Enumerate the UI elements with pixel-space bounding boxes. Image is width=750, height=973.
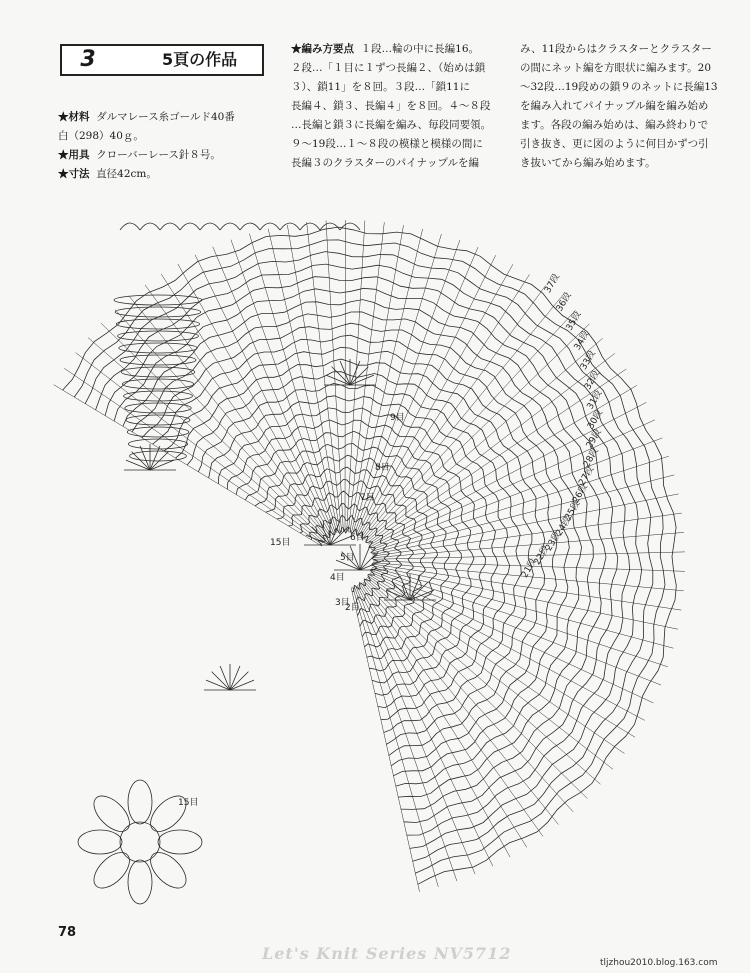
pineapple-fan (330, 527, 348, 545)
yarn-line1: ダルマレース糸ゴールド40番 (96, 111, 235, 123)
chart-stitch-line (195, 255, 333, 535)
instruction-line: み、11段からはクラスターとクラスター (520, 43, 712, 55)
round-label: 28段 (581, 446, 601, 470)
pineapple-row (118, 331, 199, 341)
instructions-heading: ★編み方要点 (291, 43, 354, 55)
round-label: 2目 (345, 603, 360, 613)
edge-scallop (180, 223, 200, 230)
chart-stitch-line (130, 297, 328, 538)
chart-stitch-line (249, 234, 337, 533)
round-label: 27段 (577, 464, 597, 488)
size-label: ★寸法 (58, 168, 90, 180)
chart-stitch-line (355, 240, 460, 534)
flower-petal (128, 780, 152, 824)
round-label: 7目 (360, 493, 375, 503)
flower-center (120, 822, 160, 862)
round-label: 32段 (583, 368, 603, 392)
chart-stitch-line (357, 585, 493, 866)
round-label: 9目 (390, 413, 405, 423)
round-label: 25段 (563, 499, 583, 522)
pineapple-row (125, 403, 191, 413)
instruction-line: 長編４、鎖３、長編４」を８回。４〜８段 (291, 100, 491, 112)
round-label: 30段 (586, 408, 606, 431)
round-label: 26段 (571, 482, 591, 506)
instruction-line: １段…輪の中に長編16。 (360, 43, 480, 55)
chart-stitches (54, 220, 685, 904)
round-label: 36段 (554, 290, 574, 314)
chart-round (74, 240, 665, 873)
yarn-label: ★材料 (58, 111, 90, 123)
edge-scallop (300, 223, 320, 230)
chart-stitch-line (371, 438, 662, 550)
chart-round (96, 264, 642, 848)
pineapple-fan (392, 582, 410, 600)
instruction-line: き抜いてから編み始めます。 (520, 157, 656, 169)
round-label: 15目 (178, 798, 199, 808)
chart-stitch-line (145, 285, 328, 537)
chart-stitch-line (268, 229, 339, 533)
chart-stitch-line (178, 264, 331, 536)
edge-scallop (140, 223, 160, 230)
pineapple-row (122, 379, 193, 389)
edge-scallop (160, 223, 180, 230)
instruction-line: ９〜19段…１〜８段の模様と模様の間に (291, 138, 483, 150)
yarn-line2: 白（298）40ｇ。 (58, 130, 144, 142)
flower-petal (128, 860, 152, 904)
round-label: 35段 (564, 309, 584, 333)
instruction-line: を編み入れてパイナップル編を編み始め (520, 100, 709, 112)
pineapple-row (114, 295, 202, 305)
instruction-line: …長編と鎖３に長編を編み、毎段同要領。 (291, 119, 492, 131)
chart-stitch-line (371, 570, 661, 685)
chart-stitch-line (370, 402, 647, 547)
round-label: 21段 (520, 556, 539, 580)
edge-scallop (200, 223, 220, 230)
instruction-line: ます。各段の編み始めは、編み終わりで (520, 119, 709, 131)
instruction-line: の間にネット編を方眼状に編みます。20 (520, 62, 712, 74)
pattern-title: 5頁の作品 (162, 50, 238, 69)
chart-stitch-line (360, 584, 527, 848)
hook-label: ★用具 (58, 149, 90, 161)
chart-stitch-line (372, 475, 674, 553)
page-number: 78 (58, 925, 77, 940)
edge-scallop (320, 223, 340, 230)
round-label: 5目 (340, 553, 355, 563)
round-label: 23段 (544, 530, 563, 553)
source-watermark: tljzhou2010.blog.163.com (600, 958, 718, 968)
round-label: 3目 (335, 598, 350, 608)
chart-stitch-line (372, 567, 673, 648)
flower-petal (78, 830, 122, 854)
chart-stitch-line (367, 353, 615, 543)
round-label: 22段 (532, 544, 552, 567)
pineapple-row (127, 427, 189, 437)
round-label: 34段 (572, 329, 592, 353)
chart-stitch-line (231, 240, 336, 534)
chart-stitch-line (370, 573, 645, 720)
pineapple-row (119, 343, 197, 353)
pineapple-fan (332, 367, 350, 385)
flower-petal (158, 830, 202, 854)
chart-stitch-line (373, 513, 682, 556)
round-label: 4目 (330, 573, 345, 583)
chart-stitch-line (88, 338, 324, 542)
edge-scallop (220, 223, 240, 230)
chart-round-labels (178, 272, 605, 808)
instruction-line: ２段…「１目に１ずつ長編２、（始めは鎖 (291, 62, 486, 74)
edge-scallop (260, 223, 280, 230)
series-mark: Let's Knit Series NV5712 (262, 944, 512, 963)
chart-stitch-line (54, 385, 321, 546)
size-value: 直径42cm。 (96, 168, 157, 180)
round-label: 31段 (585, 388, 605, 412)
edge-scallop (280, 223, 300, 230)
chart-stitch-line (353, 587, 439, 887)
pineapple-fan (230, 672, 248, 690)
pineapple-row (116, 319, 199, 329)
chart-stitch-line (357, 255, 495, 535)
pineapple-fan (212, 672, 230, 690)
round-label: 37段 (543, 272, 562, 295)
round-label: 8目 (375, 463, 390, 473)
pineapple-row (121, 367, 195, 377)
round-label: 15目 (270, 538, 291, 548)
chart-round (63, 227, 677, 884)
hook-value: クローバーレース針８号。 (96, 149, 221, 161)
chart-round (105, 277, 630, 835)
chart-stitch-line (76, 353, 323, 543)
round-label: 29段 (584, 427, 604, 451)
round-label: 33段 (578, 349, 598, 372)
round-label: 6目 (350, 533, 365, 543)
pattern-number: 3 (80, 47, 96, 72)
round-label: 24段 (554, 515, 574, 538)
instruction-line: ３）、鎖11」を８回。３段…「鎖11に (291, 81, 470, 93)
instruction-line: 〜32段…19段めの鎖９のネットに長編13 (520, 81, 718, 93)
chart-stitch-line (365, 324, 589, 541)
pineapple-row (124, 391, 193, 401)
edge-scallop (240, 223, 260, 230)
instruction-line: 引き抜き、更に図のように何目かずつ引 (520, 138, 709, 150)
edge-scallop (120, 223, 140, 230)
instruction-line: 長編３のクラスターのパイナップルを編 (291, 157, 480, 169)
